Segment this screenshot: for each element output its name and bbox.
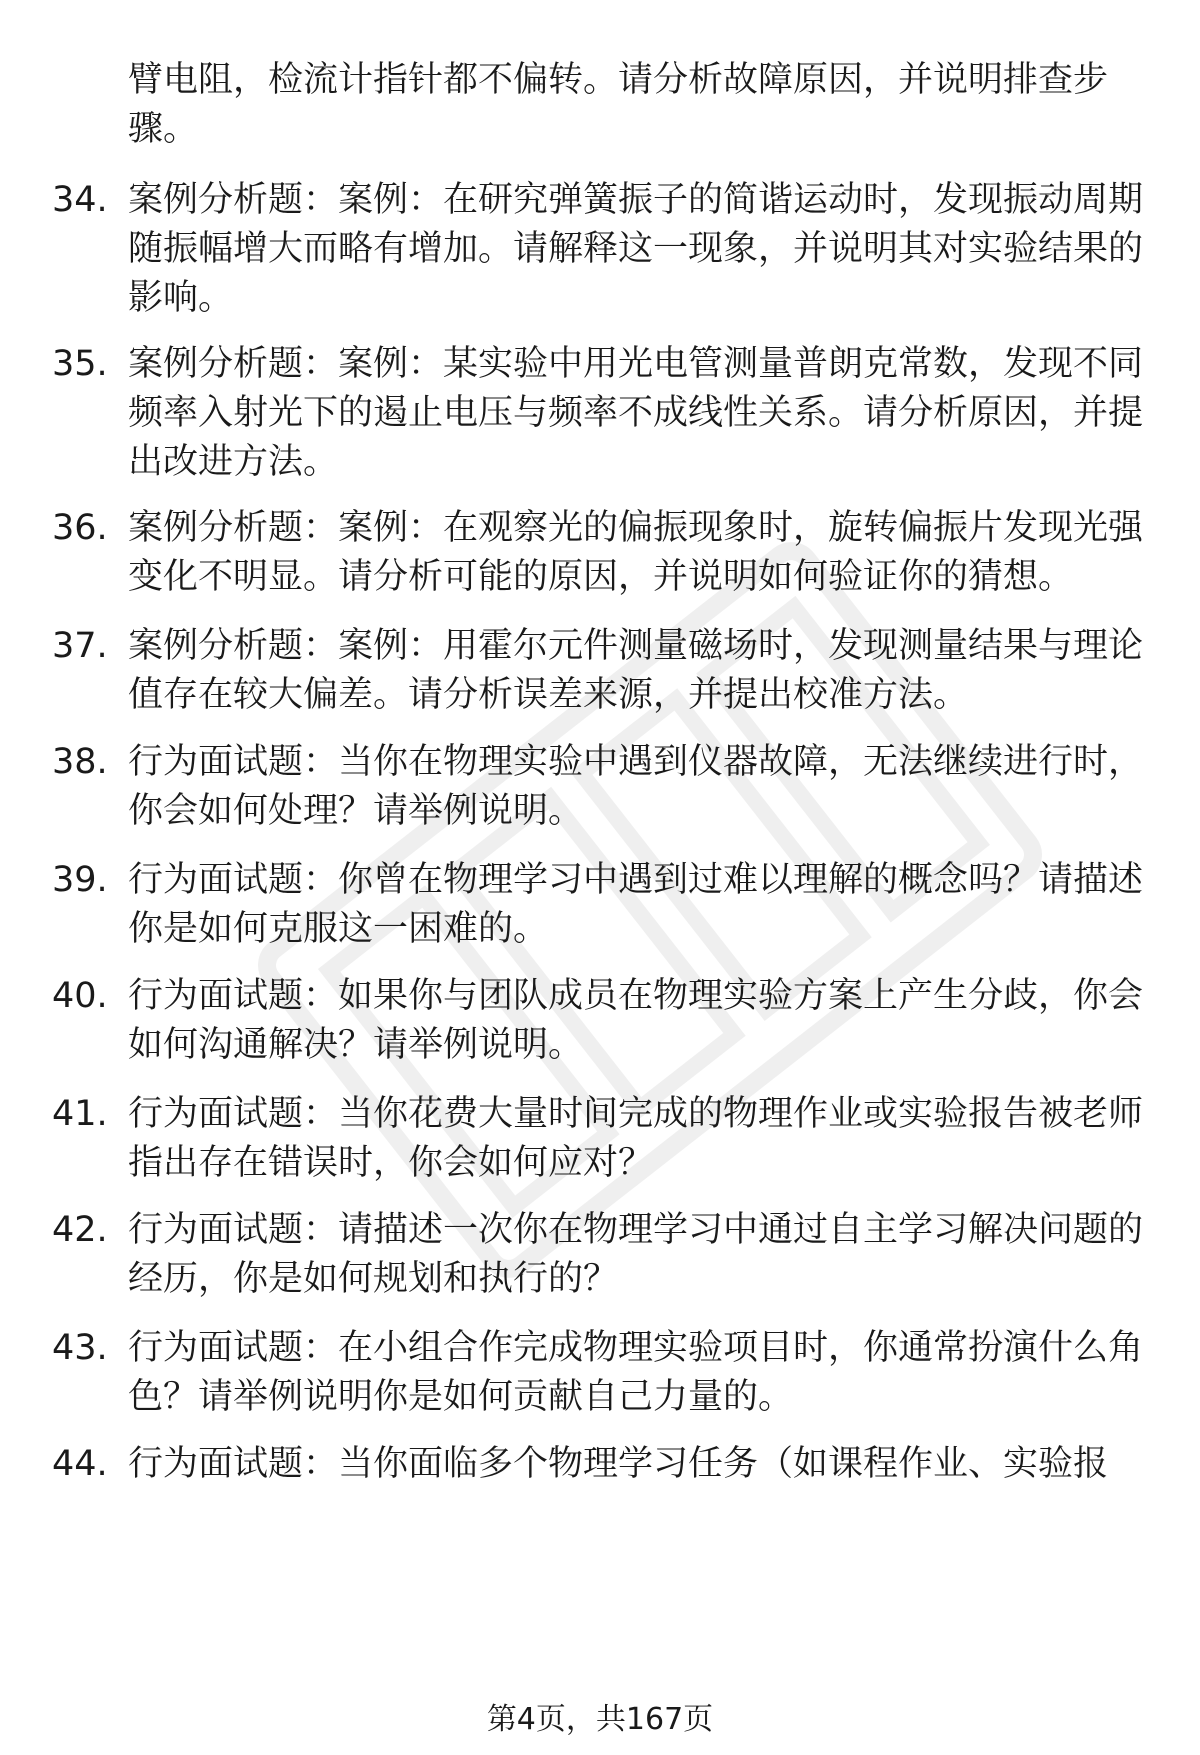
question-number: 40. bbox=[52, 976, 108, 1016]
page-footer: 第4页，共167页 bbox=[486, 1702, 714, 1737]
question-text: 行为面试题：请描述一次你在物理学习中通过自主学习解决问题的经历，你是如何规划和执行的？ bbox=[128, 1210, 1144, 1299]
question-text: 行为面试题：当你面临多个物理学习任务（如课程作业、实验报 bbox=[128, 1444, 1109, 1484]
question-item bbox=[52, 738, 1152, 836]
question-text: 行为面试题：如果你与团队成员在物理实验方案上产生分歧，你会如何沟通解决？请举例说明。 bbox=[128, 976, 1144, 1065]
question-number: 43. bbox=[52, 1328, 108, 1368]
question-number: 36. bbox=[52, 508, 108, 548]
question-item bbox=[52, 1206, 1152, 1304]
question-item bbox=[52, 504, 1152, 602]
question-text: 案例分析题：案例：某实验中用光电管测量普朗克常数，发现不同频率入射光下的遏止电压与频率不成线性关系。请分析原因，并提出改进方法。 bbox=[128, 344, 1144, 482]
continued-question-text: 臂电阻，检流计指针都不偏转。请分析故障原因，并说明排查步骤。 bbox=[128, 60, 1109, 149]
question-number: 39. bbox=[52, 860, 108, 900]
question-number: 44. bbox=[52, 1444, 108, 1484]
question-item bbox=[52, 1090, 1152, 1188]
question-text: 行为面试题：在小组合作完成物理实验项目时，你通常扮演什么角色？请举例说明你是如何贡献自己力量的。 bbox=[128, 1328, 1144, 1417]
question-item bbox=[52, 340, 1152, 487]
question-number: 38. bbox=[52, 742, 108, 782]
question-number: 42. bbox=[52, 1210, 108, 1250]
question-number: 37. bbox=[52, 626, 108, 666]
question-item bbox=[52, 622, 1152, 720]
question-item bbox=[52, 176, 1152, 323]
question-number: 41. bbox=[52, 1094, 108, 1134]
question-text: 行为面试题：你曾在物理学习中遇到过难以理解的概念吗？请描述你是如何克服这一困难的。 bbox=[128, 860, 1144, 949]
question-number: 34. bbox=[52, 180, 108, 220]
question-item bbox=[52, 1324, 1152, 1422]
question-text: 行为面试题：当你在物理实验中遇到仪器故障，无法继续进行时，你会如何处理？请举例说明。 bbox=[128, 742, 1144, 831]
question-text: 行为面试题：当你花费大量时间完成的物理作业或实验报告被老师指出存在错误时，你会如何应对？ bbox=[128, 1094, 1144, 1183]
question-text: 案例分析题：案例：用霍尔元件测量磁场时，发现测量结果与理论值存在较大偏差。请分析误差来源，并提出校准方法。 bbox=[128, 626, 1144, 715]
question-item bbox=[52, 1440, 1152, 1489]
question-item bbox=[52, 972, 1152, 1070]
question-text: 案例分析题：案例：在观察光的偏振现象时，旋转偏振片发现光强变化不明显。请分析可能的原因，并说明如何验证你的猜想。 bbox=[128, 508, 1144, 597]
question-text: 案例分析题：案例：在研究弹簧振子的简谐运动时，发现振动周期随振幅增大而略有增加。请解释这一现象，并说明其对实验结果的影响。 bbox=[128, 180, 1144, 318]
question-number: 35. bbox=[52, 344, 108, 384]
question-item bbox=[52, 856, 1152, 954]
